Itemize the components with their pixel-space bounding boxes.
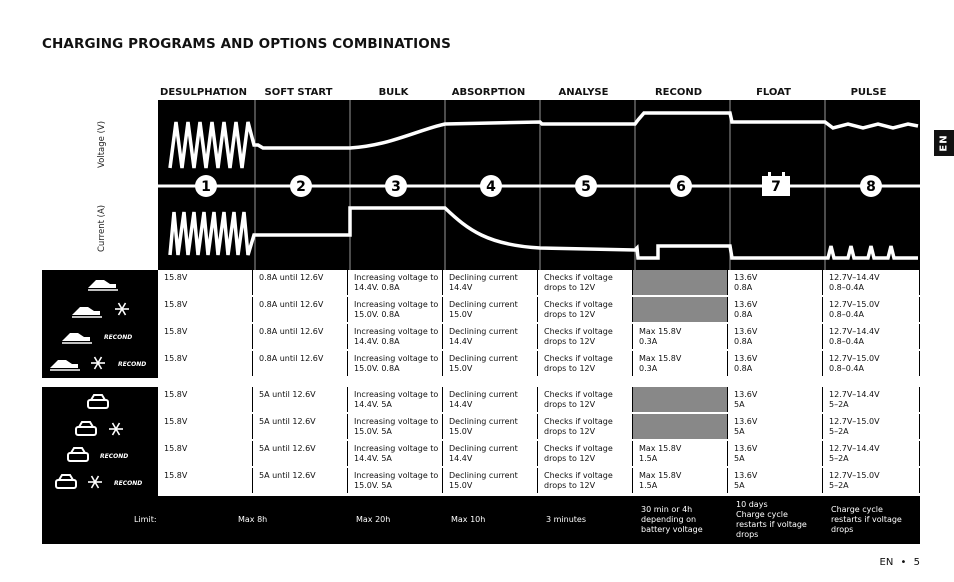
table-cell: 5A until 12.6V: [253, 414, 348, 439]
recond-label: RECOND: [114, 480, 143, 487]
step-marker-6: [670, 175, 692, 197]
phase-header-2: SOFT START: [264, 87, 333, 98]
table-cell: 5A until 12.6V: [253, 387, 348, 412]
voltage-axis-label: Voltage (V): [97, 120, 107, 168]
step-marker-5: [575, 175, 597, 197]
page-title: CHARGING PROGRAMS AND OPTIONS COMBINATIONS: [42, 36, 451, 52]
table-cell: 15.8V: [158, 351, 253, 376]
table-cell: 13.6V 5A: [728, 468, 823, 493]
footer-lang: EN: [879, 557, 894, 568]
table-cell: Checks if voltage drops to 12V: [538, 414, 633, 439]
table-cell: Declining current 14.4V: [443, 324, 538, 349]
table-cell: Max 15.8V 1.5A: [633, 441, 728, 466]
table-cell: 15.8V: [158, 468, 253, 493]
current-axis-label: Current (A): [97, 204, 107, 252]
current-curve: [170, 208, 918, 258]
table-cell: 12.7V–14.4V 0.8–0.4A: [823, 324, 920, 349]
table-cell: Checks if voltage drops to 12V: [538, 351, 633, 376]
table-cell: 13.6V 5A: [728, 441, 823, 466]
table-cell: [633, 297, 728, 322]
snowflake-icon: [109, 423, 123, 435]
phase-header-3: BULK: [378, 87, 409, 98]
table-cell: Declining current 14.4V: [443, 441, 538, 466]
table-row: [158, 297, 920, 324]
table-row: [158, 270, 920, 297]
table-cell: 13.6V 0.8A: [728, 324, 823, 349]
limit-value: Charge cycle restarts if voltage drops: [831, 505, 902, 534]
table-cell: Increasing voltage to 15.0V. 5A: [348, 414, 443, 439]
table-cell: 12.7V–14.4V 5–2A: [823, 441, 920, 466]
voltage-curve: [170, 113, 918, 168]
table-cell: 0.8A until 12.6V: [253, 324, 348, 349]
step-marker-2: [290, 175, 312, 197]
table-cell: 13.6V 0.8A: [728, 351, 823, 376]
table-large-battery: [42, 387, 920, 496]
snowmobile-icon: [62, 333, 92, 343]
page-number: 5: [913, 557, 920, 568]
table-cell: 15.8V: [158, 441, 253, 466]
table-cell: Increasing voltage to 15.0V. 0.8A: [348, 297, 443, 322]
table-cell: Max 15.8V 1.5A: [633, 468, 728, 493]
table-cell: Checks if voltage drops to 12V: [538, 441, 633, 466]
table-cell: Declining current 15.0V: [443, 414, 538, 439]
recond-label: RECOND: [104, 334, 133, 341]
table-cell: [633, 270, 728, 295]
table-cell: Declining current 15.0V: [443, 351, 538, 376]
snowmobile-icon: [50, 360, 80, 370]
table-cell: 13.6V 0.8A: [728, 297, 823, 322]
table-row: [158, 324, 920, 351]
table-cell: Increasing voltage to 14.4V. 5A: [348, 441, 443, 466]
step-number: 2: [296, 179, 306, 195]
recond-label: RECOND: [118, 361, 147, 368]
charging-graph: [158, 100, 920, 270]
limit-value: Max 8h: [238, 515, 268, 524]
limit-label: Limit:: [134, 515, 157, 524]
phase-header-8: PULSE: [850, 87, 887, 98]
footer-separator: •: [900, 557, 907, 568]
table-cell: Declining current 14.4V: [443, 270, 538, 295]
phase-header-4: ABSORPTION: [451, 87, 526, 98]
limit-value: Max 20h: [356, 515, 391, 524]
table-cell: [633, 414, 728, 439]
table-cell: 12.7V–14.4V 0.8–0.4A: [823, 270, 920, 295]
limit-value: 10 days Charge cycle restarts if voltage drops: [736, 500, 807, 539]
table-cell: 15.8V: [158, 414, 253, 439]
table-row: [158, 441, 920, 468]
car-icon: [68, 448, 88, 461]
step-number: 7: [771, 179, 781, 195]
table-cell: 15.8V: [158, 387, 253, 412]
snowmobile-icon: [88, 280, 118, 290]
car-icon: [88, 395, 108, 408]
table-cell: Increasing voltage to 14.4V. 0.8A: [348, 324, 443, 349]
table-cell: Max 15.8V 0.3A: [633, 324, 728, 349]
step-marker-3: [385, 175, 407, 197]
table-cell: Increasing voltage to 15.0V. 5A: [348, 468, 443, 493]
step-marker-1: [195, 175, 217, 197]
car-icon: [76, 422, 96, 435]
table-row: [158, 351, 920, 378]
step-number: 5: [581, 179, 591, 195]
step-number: 1: [201, 179, 211, 195]
icon-column-1: [42, 270, 158, 378]
step-marker-8: [860, 175, 882, 197]
table-cell: Declining current 15.0V: [443, 468, 538, 493]
table-cell: 0.8A until 12.6V: [253, 351, 348, 376]
step-marker-7: [762, 172, 790, 196]
table-cell: Increasing voltage to 14.4V. 5A: [348, 387, 443, 412]
step-number: 6: [676, 179, 686, 195]
table-cell: 12.7V–14.4V 5–2A: [823, 387, 920, 412]
table-cell: Max 15.8V 0.3A: [633, 351, 728, 376]
table-cell: Declining current 14.4V: [443, 387, 538, 412]
table-cell: 15.8V: [158, 324, 253, 349]
car-icon: [56, 475, 76, 488]
table-cell: 13.6V 5A: [728, 387, 823, 412]
snowflake-icon: [115, 303, 129, 315]
snowflake-icon: [91, 357, 105, 369]
snowmobile-icon: [72, 307, 102, 317]
icon-column-2: [42, 387, 158, 496]
table-cell: [633, 387, 728, 412]
table-cell: 15.8V: [158, 297, 253, 322]
table-cell: Declining current 15.0V: [443, 297, 538, 322]
table-row: [158, 468, 920, 495]
table-cell: Checks if voltage drops to 12V: [538, 270, 633, 295]
table-small-battery: [42, 270, 920, 378]
table-cell: 13.6V 5A: [728, 414, 823, 439]
limit-row: [42, 496, 920, 544]
table-cell: 15.8V: [158, 270, 253, 295]
table-cell: 5A until 12.6V: [253, 468, 348, 493]
table-cell: Checks if voltage drops to 12V: [538, 387, 633, 412]
table-cell: Checks if voltage drops to 12V: [538, 468, 633, 493]
recond-label: RECOND: [100, 453, 129, 460]
step-marker-4: [480, 175, 502, 197]
table-cell: 13.6V 0.8A: [728, 270, 823, 295]
table-cell: 0.8A until 12.6V: [253, 270, 348, 295]
table-cell: Checks if voltage drops to 12V: [538, 324, 633, 349]
step-number: 3: [391, 179, 401, 195]
phase-header-1: DESULPHATION: [160, 87, 247, 98]
table-row: [158, 387, 920, 414]
table-cell: 12.7V–15.0V 5–2A: [823, 468, 920, 493]
table-row: [158, 414, 920, 441]
page-footer: [880, 557, 920, 568]
limit-value: 30 min or 4h depending on battery voltage: [641, 505, 703, 534]
snowflake-icon: [88, 476, 102, 488]
language-tab: EN: [934, 130, 954, 156]
table-cell: 12.7V–15.0V 0.8–0.4A: [823, 351, 920, 376]
step-number: 8: [866, 179, 876, 195]
phase-header-7: FLOAT: [756, 87, 791, 98]
limit-value: 3 minutes: [546, 515, 587, 524]
phase-header-6: RECOND: [654, 87, 703, 98]
table-cell: Increasing voltage to 14.4V. 0.8A: [348, 270, 443, 295]
limit-value: Max 10h: [451, 515, 486, 524]
table-cell: Increasing voltage to 15.0V. 0.8A: [348, 351, 443, 376]
table-cell: 12.7V–15.0V 5–2A: [823, 414, 920, 439]
table-cell: 12.7V–15.0V 0.8–0.4A: [823, 297, 920, 322]
table-cell: 0.8A until 12.6V: [253, 297, 348, 322]
phase-header-5: ANALYSE: [558, 87, 609, 98]
step-number: 4: [486, 179, 496, 195]
table-cell: 5A until 12.6V: [253, 441, 348, 466]
table-cell: Checks if voltage drops to 12V: [538, 297, 633, 322]
